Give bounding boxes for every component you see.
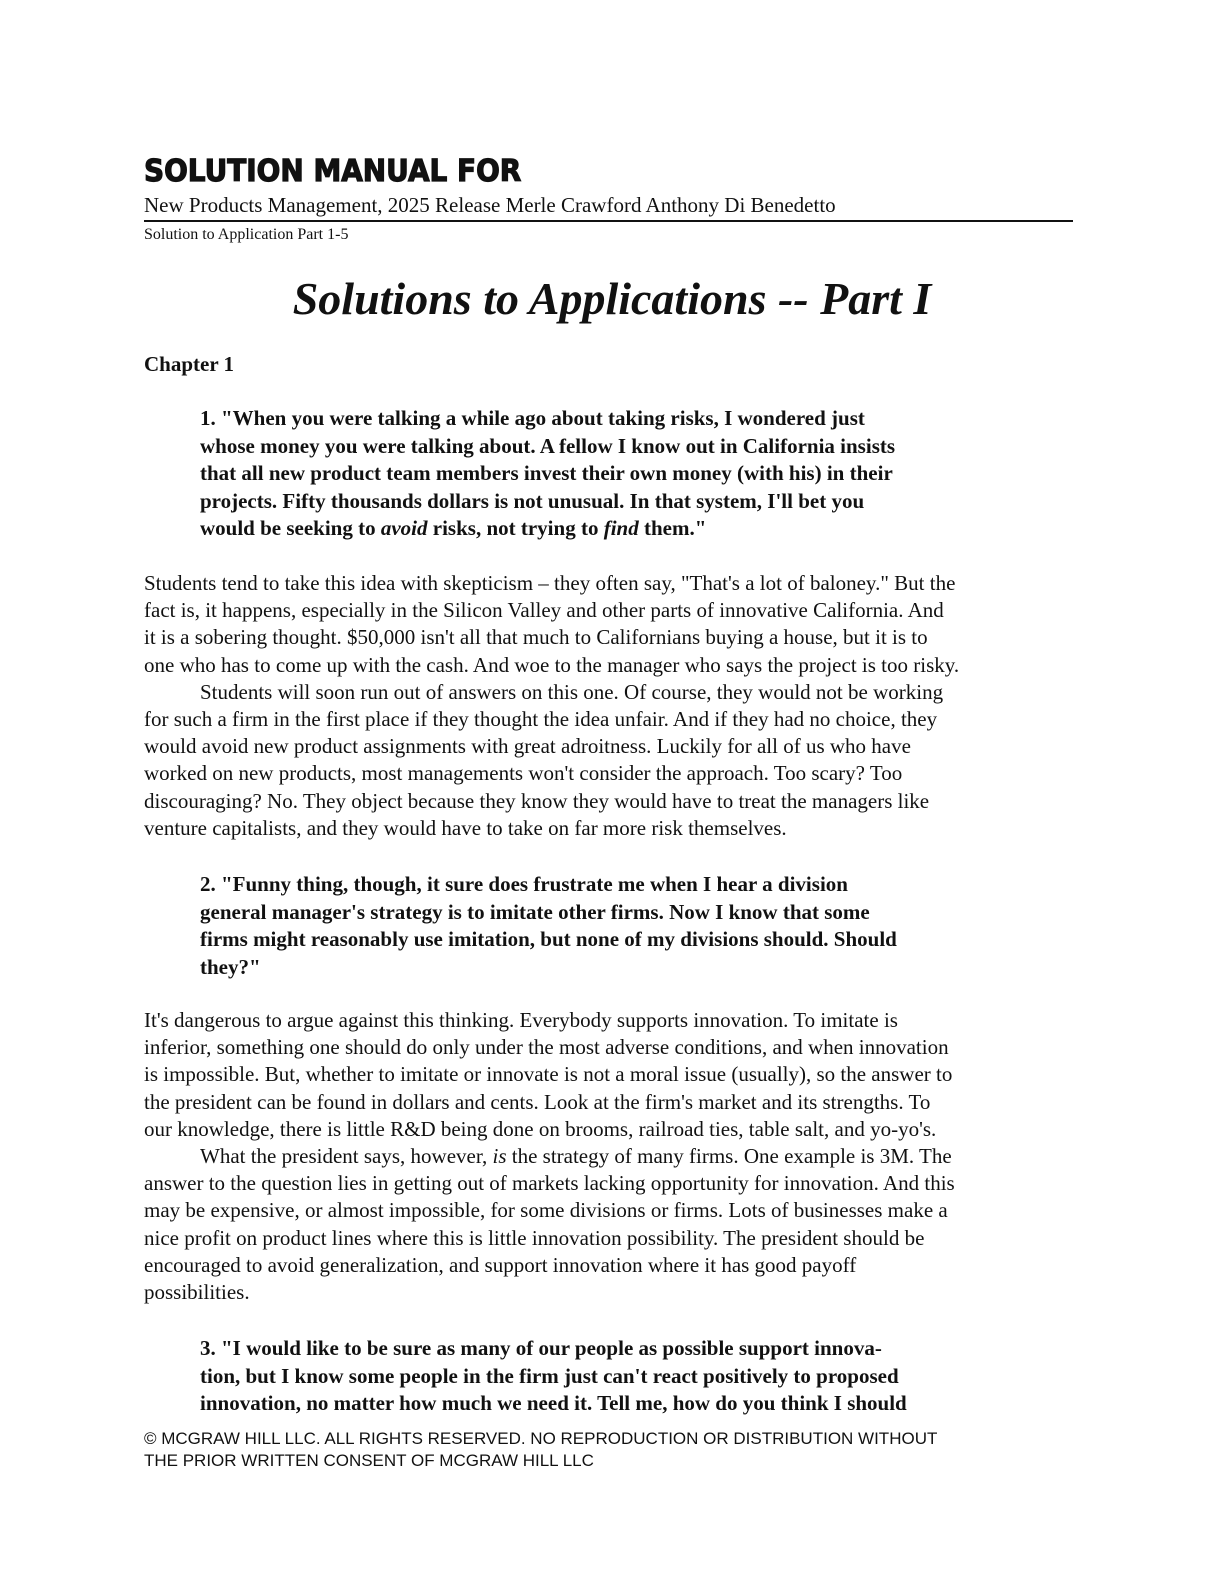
- answer-line: is impossible. But, whether to imitate or innovate is not a moral issue (usually), so the answer to: [144, 1062, 953, 1087]
- text-run: What the president says, however,: [200, 1144, 493, 1169]
- answer-line: answer to the question lies in getting out of markets lacking opportunity for innovation. And this: [144, 1171, 955, 1196]
- answer-line: discouraging? No. They object because they know they would have to treat the managers like: [144, 788, 930, 813]
- question-line: 3. "I would like to be sure as many of our people as possible support innova-: [200, 1336, 882, 1360]
- answer-line: Students will soon run out of answers on this one. Of course, they would not be working: [200, 679, 944, 704]
- answer-line: fact is, it happens, especially in the Silicon Valley and other parts of innovative California. And: [144, 598, 944, 623]
- question-line: 1. "When you were talking a while ago about taking risks, I wondered just: [200, 406, 865, 430]
- section-label: Solution to Application Part 1-5: [144, 226, 349, 243]
- question-line: whose money you were talking about. A fellow I know out in California insists: [200, 433, 896, 458]
- question-line: that all new product team members invest their own money (with his) in their: [200, 461, 893, 485]
- answer-line: for such a firm in the first place if they thought the idea unfair. And if they had no choice, they: [144, 707, 938, 732]
- answer-line: would avoid new product assignments with great adroitness. Luckily for all of us who have: [144, 734, 911, 759]
- answer-line: possibilities.: [144, 1280, 250, 1305]
- footer-line: © MCGRAW HILL LLC. ALL RIGHTS RESERVED. NO REPRODUCTION OR DISTRIBUTION WITHOUT: [144, 1429, 938, 1448]
- page-title: Solutions to Applications -- Part I: [292, 273, 932, 324]
- question-line: 2. "Funny thing, though, it sure does frustrate me when I hear a division: [200, 872, 848, 896]
- answer-line: venture capitalists, and they would have to take on far more risk themselves.: [144, 815, 787, 840]
- answer-line: inferior, something one should do only under the most adverse conditions, and when innovation: [144, 1035, 949, 1060]
- text-run: them.": [638, 516, 707, 540]
- emphasis-find: find: [603, 516, 639, 540]
- answer-line: one who has to come up with the cash. And woe to the manager who says the project is too risky.: [144, 652, 960, 677]
- emphasis-is: is: [492, 1144, 507, 1169]
- text-run: risks, not trying to: [427, 516, 604, 540]
- question-line: tion, but I know some people in the firm just can't react positively to proposed: [200, 1363, 899, 1388]
- copyright-footer: [144, 1428, 937, 1472]
- answer-line: our knowledge, there is little R&D being done on brooms, railroad ties, table salt, and yo-yo's.: [144, 1116, 937, 1141]
- answer-line: Students tend to take this idea with skepticism – they often say, "That's a lot of baloney." But the: [144, 571, 956, 595]
- book-title-line: New Products Management, 2025 Release Merle Crawford Anthony Di Benedetto: [144, 193, 836, 217]
- answer-line: worked on new products, most managements won't consider the approach. Too scary? Too: [144, 761, 903, 786]
- question-line: general manager's strategy is to imitate other firms. Now I know that some: [200, 899, 870, 924]
- header-rule: [144, 220, 1073, 222]
- question-2: [200, 871, 1030, 981]
- answer-line: [144, 1143, 1084, 1170]
- question-1: [200, 405, 1030, 543]
- answer-line: it is a sobering thought. $50,000 isn't all that much to Californians buying a house, but it is to: [144, 625, 928, 650]
- question-3: [200, 1335, 1030, 1418]
- manual-banner: SOLUTION MANUAL FOR: [144, 154, 522, 189]
- question-line: firms might reasonably use imitation, but none of my divisions should. Should: [200, 927, 897, 951]
- footer-line: THE PRIOR WRITTEN CONSENT OF MCGRAW HILL LLC: [144, 1451, 594, 1470]
- text-run: the strategy of many firms. One example is 3M. The: [506, 1144, 952, 1169]
- text-run: would be seeking to: [200, 516, 381, 540]
- question-line: [200, 515, 1030, 543]
- emphasis-avoid: avoid: [380, 516, 428, 540]
- question-line: projects. Fifty thousands dollars is not unusual. In that system, I'll bet you: [200, 488, 865, 513]
- chapter-heading: Chapter 1: [144, 352, 235, 376]
- answer-line: It's dangerous to argue against this thinking. Everybody supports innovation. To imitate is: [144, 1008, 898, 1032]
- answer-line: encouraged to avoid generalization, and support innovation where it has good payoff: [144, 1252, 857, 1277]
- answer-line: the president can be found in dollars and cents. Look at the firm's market and its strengths. To: [144, 1089, 931, 1114]
- answer-2: [144, 1007, 1084, 1306]
- answer-line: may be expensive, or almost impossible, for some divisions or firms. Lots of businesses make a: [144, 1198, 948, 1223]
- question-line: innovation, no matter how much we need it. Tell me, how do you think I should: [200, 1391, 907, 1415]
- answer-line: nice profit on product lines where this is little innovation possibility. The president should be: [144, 1225, 925, 1250]
- answer-1: [144, 570, 1084, 842]
- question-line: they?": [200, 954, 261, 979]
